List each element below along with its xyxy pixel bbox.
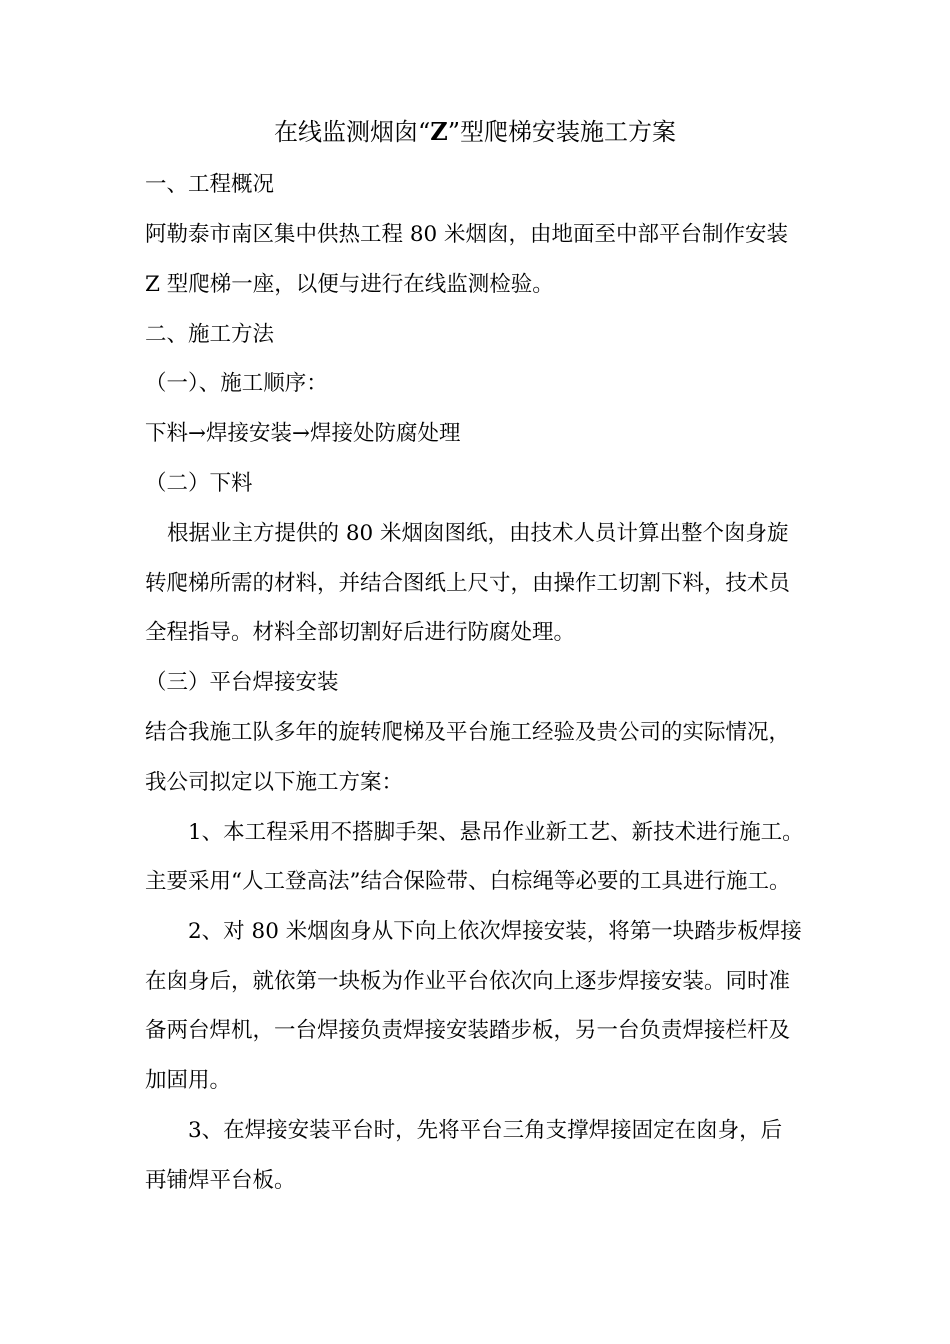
paragraph-line: 根据业主方提供的 80 米烟囱图纸，由技术人员计算出整个囱身旋: [167, 521, 789, 546]
paragraph-line: Z 型爬梯一座，以便与进行在线监测检验。: [145, 272, 554, 297]
paragraph-line: 转爬梯所需的材料，并结合图纸上尺寸，由操作工切割下料，技术员: [145, 571, 791, 596]
list-item-line: 2、对 80 米烟囱身从下向上依次焊接安装，将第一块踏步板焊接: [188, 919, 802, 944]
paragraph-line: 我公司拟定以下施工方案：: [145, 770, 404, 795]
title-suffix: ”型爬梯安装施工方案: [447, 118, 677, 146]
document-title: [145, 112, 805, 152]
paragraph-line: 下料→焊接安装→焊接处防腐处理: [145, 421, 461, 446]
title-prefix: 在线监测烟囱“: [273, 118, 431, 146]
subsection-heading-sequence: （一）、施工顺序：: [145, 371, 328, 396]
paragraph-line: 阿勒泰市南区集中供热工程 80 米烟囱，由地面至中部平台制作安装: [145, 222, 789, 247]
list-item-line: 备两台焊机，一台焊接负责焊接安装踏步板，另一台负责焊接栏杆及: [145, 1018, 791, 1043]
list-item-line: 在囱身后，就依第一块板为作业平台依次向上逐步焊接安装。同时准: [145, 969, 791, 994]
list-item-line: 主要采用“人工登高法”结合保险带、白棕绳等必要的工具进行施工。: [145, 869, 791, 894]
list-item-line: 再铺焊平台板。: [145, 1168, 296, 1193]
list-item-line: 3、在焊接安装平台时，先将平台三角支撑焊接固定在囱身，后: [188, 1118, 783, 1143]
subsection-heading-platform: （三）平台焊接安装: [145, 670, 339, 695]
list-item-line: 1、本工程采用不搭脚手架、悬吊作业新工艺、新技术进行施工。: [188, 820, 804, 845]
section-heading-overview: 一、工程概况: [145, 172, 275, 197]
title-z: Z: [430, 117, 448, 146]
paragraph-line: 结合我施工队多年的旋转爬梯及平台施工经验及贵公司的实际情况，: [145, 720, 791, 745]
list-item-line: 加固用。: [145, 1068, 232, 1093]
paragraph-line: 全程指导。材料全部切割好后进行防腐处理。: [145, 620, 576, 645]
subsection-heading-cutting: （二）下料: [145, 471, 253, 496]
section-heading-method: 二、施工方法: [145, 322, 275, 347]
